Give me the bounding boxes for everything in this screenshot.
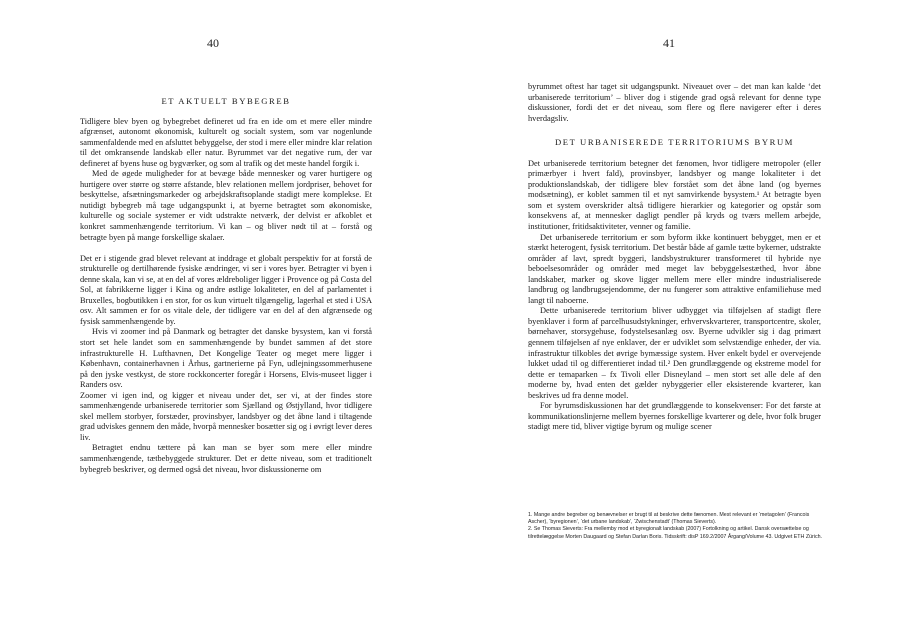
footnote: 2. Se Thomas Sieverts: Fra mellemby mod et byregionalt landskab (2007) Fortolkning og artikel. Dansk oversættelse og tilrettelæggelse Morten Daugaard og Stefan Darlan Boris. Tidsskrift: disP 169.2/2007 Årgang/Volume 43. Udgivet ETH Zürich. xyxy=(528,526,823,540)
paragraph: Det urbaniserede territorium betegner det fænomen, hvor tidligere metropoler (eller primærbyer i hvert fald), provinsbyer, landsbyer og mange lokaliteter i det produktionslandskab, der tidligere blev forstået som det åbne land (og byernes modsætning), er koblet sammen til et nyt samvirkende bysystem.¹ At betragte byen som et system overskrider altså tidligere hierarkier og kategorier og opstår som konsekvens af, at mennesker dagligt pendler på kryds og tværs mellem arbejde, institutioner, fritidsaktiviteter, venner og familie. xyxy=(528,158,821,232)
left-text-block xyxy=(80,96,372,475)
page-number: 41 xyxy=(663,36,675,50)
paragraph: byrummet oftest har taget sit udgangspunkt. Niveauet over – det man kan kalde ‘det urbaniserede territorium’ – bliver dog i stigende grad også relevant for denne type diskussioner, fordi det er det niveau, som flere og flere navigerer efter i deres hverdagsliv. xyxy=(528,82,821,123)
right-text-block xyxy=(528,82,821,433)
paragraph: Med de øgede muligheder for at bevæge både mennesker og varer hurtigere og hurtigere over større og større afstande, blev relationen mellem jordpriser, behovet for beskyttelse, afsætningsmarkeder og arbejdskraftsoplande stadigt mere komplekse. Et nutidigt bybegreb må tage udgangspunkt i, at byerne betragtet som økonomiske, kulturelle og sociale systemer er vidt udstrakte netværk, der delvist er afkoblet et konkret sammenhængende territorium. Vi kan – og bliver nødt til at – forstå og betragte byen på mange forskellige skalaer. xyxy=(80,169,372,242)
paragraph: Betragtet endnu tættere på kan man se byer som mere eller mindre sammenhængende, tætbebyggede strukturer. Det er dette niveau, som et traditionelt bybegreb beskriver, og dermed også det niveau, hvor diskussionerne om xyxy=(80,443,372,474)
footnote: 1. Mange andre begreber og benævnelser er brugt til at beskrive dette fænomen. Mest relevant er ‘metagolen’ (Francois Ascher), ‘byregionen’, ‘det urbane landskab’, ‘Zwischenstadt’ (Thomas Sieverts). xyxy=(528,512,810,526)
section-heading: DET URBANISEREDE TERRITORIUMS BYRUM xyxy=(554,137,795,148)
footnotes xyxy=(528,512,824,541)
paragraph: For byrumsdiskussionen har det grundlæggende to konsekvenser: For det første at kommunikationslinjerne mellem byernes forskellige kvarterer og dele, hvor folk bruger stadigt mere tid, bliver vigtige byrum og mulige scener xyxy=(528,401,821,432)
paragraph: Det urbaniserede territorium er som byform ikke kontinuert bebygget, men er et stærkt heterogent, fysisk territorium. Det består både af gamle tætte bykerner, udstrakte områder af lavt, spredt byggeri, landsbystrukturer transformeret til hybride nye beboelsesområder og områder med meget lav bebyggelsestæthed, hvor åbne landskaber, marker og skove ligger mellem mere eller mindre industrialiserede landbrug og landbrugsejendomme, der nu fungerer som attraktive enfamiliehuse med langt til naboerne. xyxy=(528,232,821,305)
paragraph: Hvis vi zoomer ind på Danmark og betragter det danske bysystem, kan vi forstå stort set hele landet som en sammenhængende by bundet sammen af det store infrastrukturelle H. Lufthavnen, Det Kongelige Teater og meget mere ligger i København, containerhavnen i Århus, gartnerierne på Fyn, udlejningssommerhusene på den jyske vestkyst, de store rockkoncerter foregår i Horsens, Elvis-museet ligger i Randers osv. xyxy=(80,327,372,390)
paragraph: Det er i stigende grad blevet relevant at inddrage et globalt perspektiv for at forstå de strukturelle og dertilhørende fysiske ændringer, vi ser i vores byer. Betragter vi byen i denne skala, kan vi se, at en del af vores ældreboliger ligger i Provence og på Costa del Sol, at fabrikkerne ligger i Kina og andre østlige lokaliteter, en del af parlamentet i Bruxelles, bogbutikken i en stor, for os kun virtuelt tilgængelig, lagerhal et sted i USA osv. Alt sammen er for os vitale dele, der tidligere var en del af den afgrænsede og fysisk sammenhængende by. xyxy=(80,253,372,326)
paragraph: Dette urbaniserede territorium bliver udbygget via tilføjelsen af stadigt flere byenklaver i form af parcelhusudstykninger, erhvervskvarterer, transportcentre, skoler, børnehaver, storsygehuse, fodystelsesanlæg osv. Byerne udvikler sig i dag primært gennem tilføjelsen af nye enklaver, der er udviklet som selvstændige enheder, der via. infrastruktur tilkobles det øvrige bymæssige system. Hver enkelt bydel er overvejende lukket udad til og differentieret indad til.² Den grundlæggende og ekstreme model for dette er temaparken – fx Tivoli eller Disneyland – men stort set alle dele af den moderne by, hvad enten det gælder nybyggerier eller eksisterende kvarterer, kan beskrives ud fra denne model. xyxy=(528,306,821,400)
paragraph: Zoomer vi igen ind, og kigger et niveau under det, ser vi, at der findes store sammenhængende urbaniserede territorier som Sjælland og Østjylland, hvor tidligere skel mellem storbyer, forstæder, provinsbyer, landsbyer og det åbne land i tiltagende grad udviskes gennem den måde, hvorpå mennesker bosætter sig og i øvrigt lever deres liv. xyxy=(80,390,372,442)
paragraph: Tidligere blev byen og bybegrebet defineret ud fra en ide om et mere eller mindre afgrænset, autonomt økonomisk, kulturelt og socialt system, som var nogenlunde sammenfaldende med en afsluttet bebyggelse, der stod i mere eller mindre klar relation til det omkransende landskab eller natur. Byrummet var det negative rum, der var defineret af byens huse og bygværker, og som al trafik og det meste handel forgik i. xyxy=(80,116,372,168)
section-heading: ET AKTUELT BYBEGREB xyxy=(161,96,291,106)
page-number: 40 xyxy=(207,36,219,50)
